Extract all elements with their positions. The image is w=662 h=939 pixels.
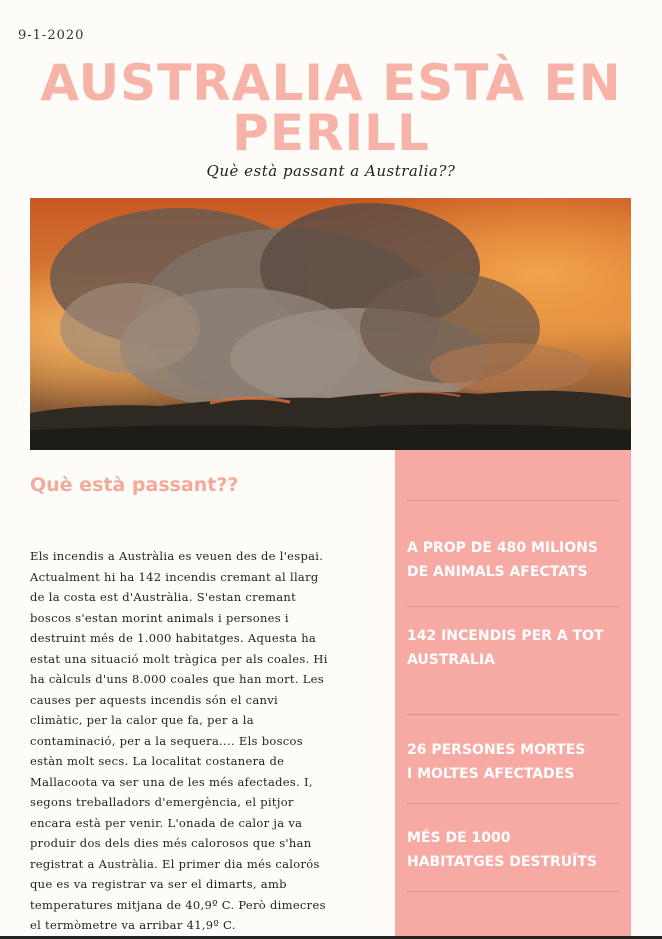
section-heading: Què està passant?? bbox=[30, 474, 239, 496]
divider bbox=[407, 891, 619, 892]
page-title: AUSTRALIA ESTÀ EN PERILL bbox=[40, 54, 622, 162]
stat-animals: A PROP DE 480 MILIONS DE ANIMALS AFECTATS bbox=[407, 540, 598, 580]
divider bbox=[407, 500, 619, 501]
date: 9-1-2020 bbox=[18, 28, 85, 43]
divider bbox=[407, 714, 619, 715]
bushfire-photo bbox=[30, 198, 631, 450]
article-body: Els incendis a Austràlia es veuen des de l'espai. Actualment hi ha 142 incendis cremant al llarg de la costa est d'Austràlia. S'estan cremant boscos s'estan morint animals i persones i destruint més de 1.000 habitatges. Aquesta ha estat una situació molt tràgica per als coales. Hi ha càlculs d'uns 8.000 coales que han mort. Les causes per aquests incendis són el canvi climàtic, per la calor que fa, per a la contaminació, per a la sequera.... Els boscos estàn molt secs. La localitat costanera de Mallacoota va ser una de les més afectades. I, segons treballadors d'emergència, el pitjor encara està per venir. L'onada de calor ja va produir dos dels dies més calorosos que s'han registrat a Austràlia. El primer dia més calorós que es va registrar va ser el dimarts, amb temperatures mitjana de 40,9º C. Però dimecres el termòmetre va arribar 41,9º C. bbox=[30, 549, 328, 932]
stat-fires: 142 INCENDIS PER A TOT AUSTRALIA bbox=[407, 628, 604, 668]
stat-homes: MÉS DE 1000 HABITATGES DESTRUÏTS bbox=[407, 830, 598, 870]
page-subtitle: Què està passant a Australia?? bbox=[206, 162, 456, 180]
stats-sidebar bbox=[395, 450, 631, 939]
stat-deaths: 26 PERSONES MORTES I MOLTES AFECTADES bbox=[407, 742, 586, 782]
divider bbox=[407, 606, 619, 607]
divider bbox=[407, 803, 619, 804]
